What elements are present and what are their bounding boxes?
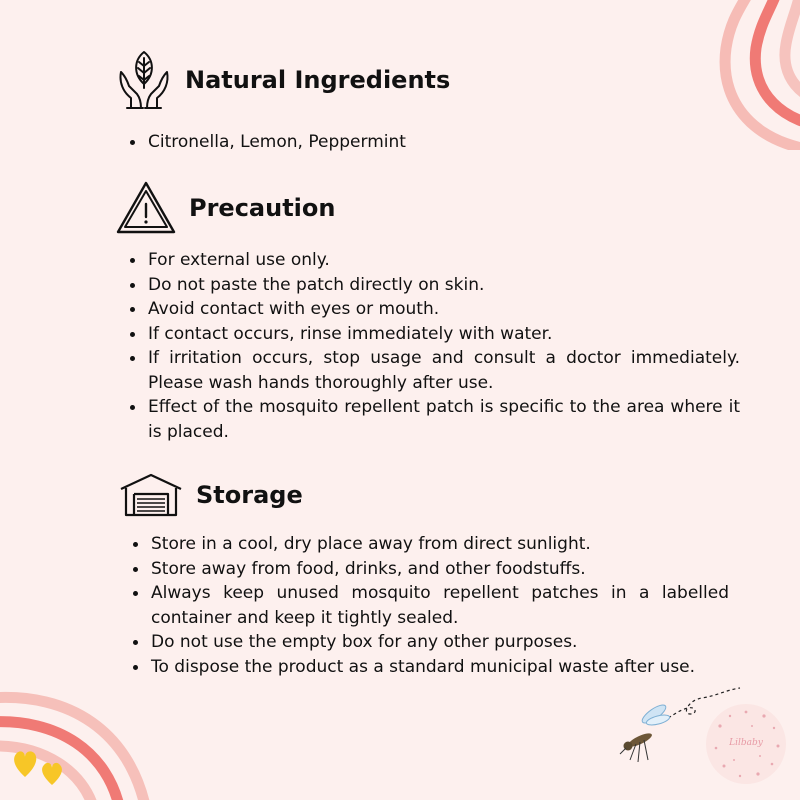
rainbow-arc-top-right xyxy=(700,0,800,150)
precaution-list xyxy=(126,248,740,444)
precaution-list-item: • Do not paste the patch directly on skin. xyxy=(146,273,740,298)
ingredients-header xyxy=(115,48,450,112)
precaution-title: Precaution xyxy=(189,194,336,222)
garage-icon xyxy=(118,472,184,518)
storage-list-item: • To dispose the product as a standard municipal waste after use. xyxy=(149,655,729,680)
storage-list xyxy=(129,532,729,679)
ingredients-list-item: • Citronella, Lemon, Peppermint xyxy=(146,130,746,155)
storage-list-item: • Store away from food, drinks, and other foodstuffs. xyxy=(149,557,729,582)
precaution-list-item: • If irritation occurs, stop usage and consult a doctor immediately. Please wash hands thoroughly after use. xyxy=(146,346,740,395)
precaution-list-item: • If contact occurs, rinse immediately with water. xyxy=(146,322,740,347)
storage-header xyxy=(118,472,303,518)
storage-list-item: • Store in a cool, dry place away from direct sunlight. xyxy=(149,532,729,557)
storage-title: Storage xyxy=(196,481,303,509)
storage-list-item: • Always keep unused mosquito repellent patches in a labelled container and keep it tightly sealed. xyxy=(149,581,729,630)
heart-icon xyxy=(10,745,72,790)
brand-logo xyxy=(706,704,786,784)
ingredients-title: Natural Ingredients xyxy=(185,66,451,94)
precaution-list-item: • Effect of the mosquito repellent patch is specific to the area where it is placed. xyxy=(146,395,740,444)
precaution-list-item: • For external use only. xyxy=(146,248,740,273)
precaution-header xyxy=(115,180,335,236)
warning-triangle-icon xyxy=(115,180,177,236)
precaution-list-item: • Avoid contact with eyes or mouth. xyxy=(146,297,740,322)
brand-logo-text: Lilbaby xyxy=(729,738,763,748)
leaf-hands-icon xyxy=(115,48,173,112)
ingredients-list xyxy=(126,130,746,155)
storage-list-item: • Do not use the empty box for any other purposes. xyxy=(149,630,729,655)
